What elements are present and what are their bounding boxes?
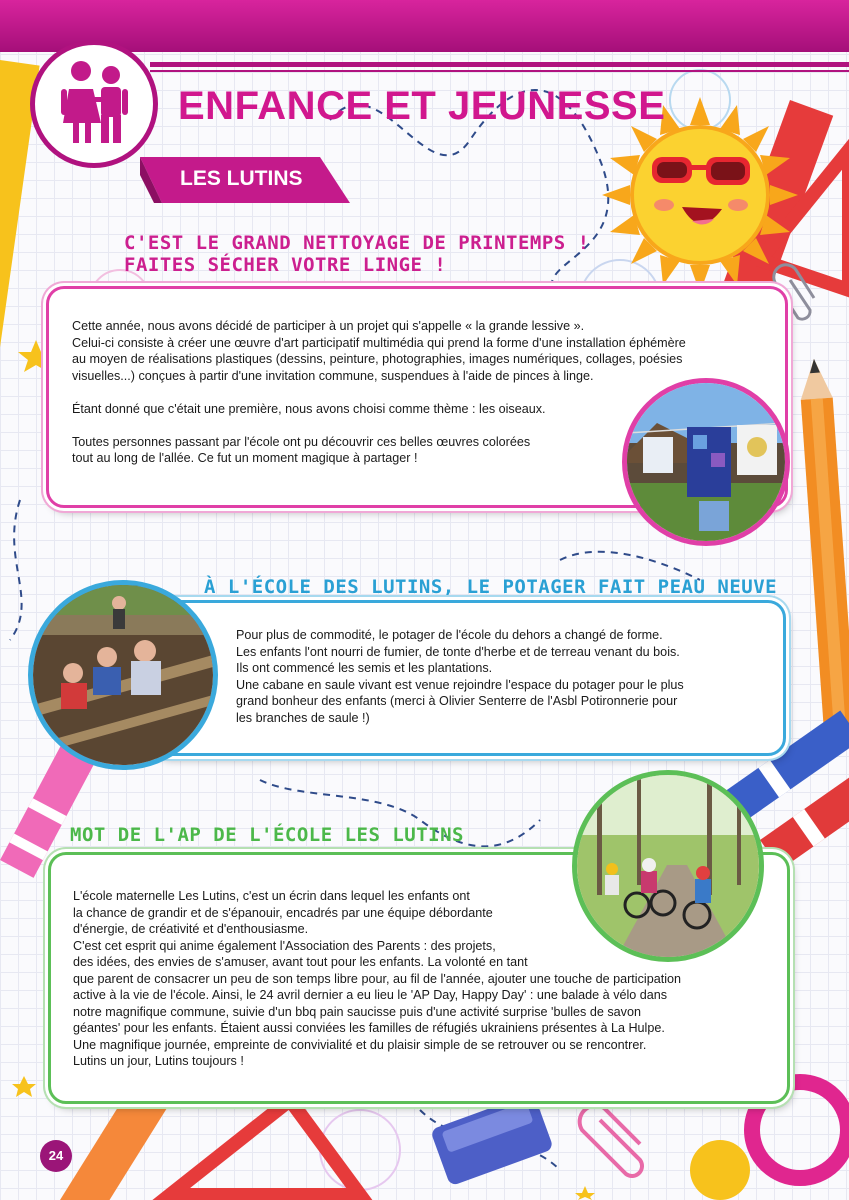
- article2-line: les branches de saule !): [236, 710, 370, 725]
- garden-illustration: [33, 585, 213, 765]
- children-icon: [35, 45, 153, 163]
- article2-line: grand bonheur des enfants (merci à Olivier Senterre de l'Asbl Potironnerie pour: [236, 694, 678, 708]
- article1-line: visuelles...) conçues à partir d'une invitation commune, suspendues à l'aide de pinces à linge.: [72, 368, 594, 383]
- page-number: 24: [40, 1140, 72, 1172]
- article3-line: que parent de consacrer un peu de son temps libre pour, au fil de l'année, ajouter une touche de participation: [73, 971, 682, 986]
- header-rule-thin: [150, 70, 849, 72]
- article3-line: d'énergie, de créativité et d'enthousiasme.: [73, 922, 309, 936]
- bike-ride-illustration: [577, 775, 759, 957]
- laundry-art-illustration: [627, 383, 785, 541]
- article2-line: Une cabane en saule vivant est venue rejoindre l'espace du potager pour le plus: [236, 677, 684, 692]
- article3-line: Une magnifique journée, empreinte de convivialité et du plaisir simple de se retrouver ou se rencontrer.: [73, 1037, 647, 1052]
- article3-line: Lutins un jour, Lutins toujours !: [73, 1054, 244, 1068]
- article2-body: [236, 627, 684, 726]
- article1-line: au moyen de réalisations plastiques (dessins, peinture, photographies, images numériques, collages, poésies: [72, 352, 683, 366]
- article3-line: C'est cet esprit qui anime également l'Association des Parents : des projets,: [73, 938, 496, 953]
- article1-line: Toutes personnes passant par l'école ont pu découvrir ces belles œuvres colorées: [72, 434, 531, 449]
- article3-line: géantes' pour les enfants. Étaient aussi conviées les familles de réfugiés ukrainiens présentes à La Hulpe.: [73, 1021, 665, 1035]
- article2-line: Les enfants l'ont nourri de fumier, de tonte d'herbe et de terreau venant du bois.: [236, 644, 680, 659]
- article1-line: Cette année, nous avons décidé de participer à un projet qui s'appelle « la grande lessive ».: [72, 319, 585, 333]
- article2-line: Pour plus de commodité, le potager de l'école du dehors a changé de forme.: [236, 628, 663, 642]
- laundry-art-photo: [622, 378, 790, 546]
- article1-line: Celui-ci consiste à créer une œuvre d'art participatif multimédia qui prend la forme d'une installation éphémère: [72, 335, 686, 350]
- article1-line: tout au long de l'allée. Ce fut un moment magique à partager !: [72, 451, 418, 465]
- article3-line: des idées, des envies de s'amuser, avant tout pour les enfants. La volonté en tant: [73, 955, 528, 969]
- article1-body: [72, 318, 686, 467]
- article3-line: notre magnifique commune, suivie d'un bbq pain saucisse puis d'une activité surprise 'bulles de savon: [73, 1004, 641, 1019]
- section-label: LES LUTINS: [180, 167, 303, 190]
- page-title: ENFANCE ET JEUNESSE: [178, 84, 666, 128]
- article1-heading-line2: FAITES SÉCHER VOTRE LINGE !: [124, 254, 447, 276]
- logo-badge: [30, 40, 158, 168]
- article3-line: la chance de grandir et de s'épanouir, encadrés par une équipe débordante: [73, 905, 493, 920]
- article3-heading: MOT DE L'AP DE L'ÉCOLE LES LUTINS: [70, 824, 464, 846]
- article3-line: active à la vie de l'école. Ainsi, le 24 avril dernier a eu lieu le 'AP Day, Happy Day' : une balade à vélo dans: [73, 988, 668, 1002]
- article3-line: L'école maternelle Les Lutins, c'est un écrin dans lequel les enfants ont: [73, 889, 470, 903]
- garden-photo: [28, 580, 218, 770]
- bike-ride-photo: [572, 770, 764, 962]
- article1-heading-line1: C'EST LE GRAND NETTOYAGE DE PRINTEMPS !: [124, 232, 590, 254]
- header-rule: [150, 62, 849, 67]
- article1-line: Étant donné que c'était une première, nous avons choisi comme thème : les oiseaux.: [72, 401, 546, 416]
- article2-heading: À L'ÉCOLE DES LUTINS, LE POTAGER FAIT PEAU NEUVE: [204, 576, 778, 598]
- article2-line: Ils ont commencé les semis et les plantations.: [236, 661, 493, 675]
